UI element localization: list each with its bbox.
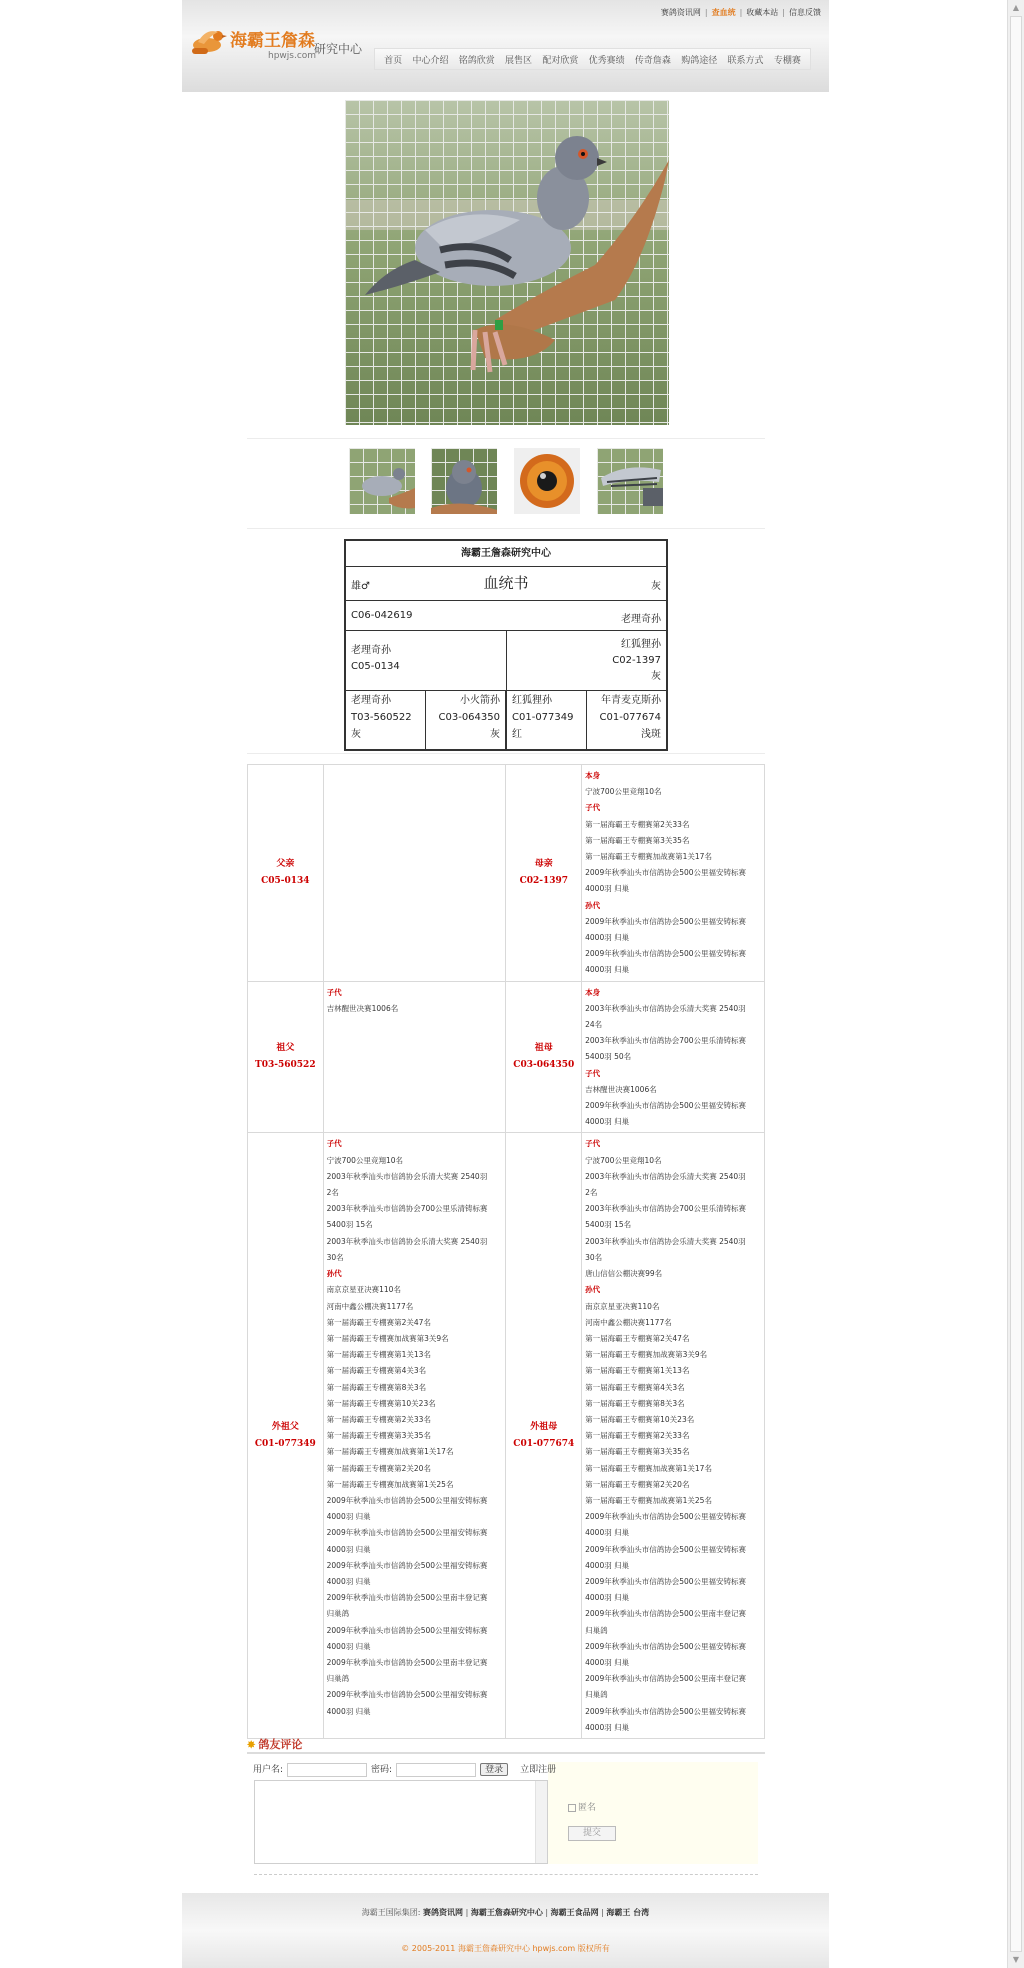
record-item: 2009年秋季汕头市信鸽协会500公里福安铸标赛: [326, 1528, 488, 1538]
logo-suffix-text: 研究中心: [314, 42, 363, 56]
record-item: 4000羽 归巢: [585, 1593, 630, 1603]
record-item: 吉林醒世决赛1006名: [326, 1003, 399, 1013]
site-footer: [182, 1893, 829, 1968]
pedigree-subject-row: [346, 601, 666, 631]
record-item: 第一届海霸王专棚赛第8关3名: [585, 1398, 685, 1408]
right-records-cell: [582, 981, 765, 1133]
main-nav: [374, 48, 811, 70]
record-item: 2009年秋季汕头市信鸽协会500公里福安铸标赛: [585, 1576, 747, 1586]
thumbnail-wing[interactable]: [597, 448, 663, 514]
record-item: 4000羽 归巢: [585, 933, 630, 943]
comments-title-text: 鸽友评论: [258, 1738, 303, 1751]
record-item: 第一届海霸王专棚赛第4关3名: [326, 1366, 427, 1376]
pedigree-ring: C06-042619: [351, 610, 413, 621]
record-item: 2名: [326, 1188, 339, 1198]
ancestor-ring: C01-077674: [513, 1438, 575, 1449]
nav-item-about[interactable]: 中心介绍: [412, 55, 449, 66]
record-item: 2名: [585, 1188, 598, 1198]
logo-domain-text: hpwjs.com: [268, 51, 317, 61]
record-item: 第一届海霸王专棚赛第1关13名: [585, 1366, 690, 1376]
record-item: 第一届海霸王专棚赛第3关35名: [585, 835, 690, 845]
ancestor-relation: 母亲: [534, 858, 553, 869]
pigeon-main-photo: [345, 100, 669, 425]
record-item: 第一届海霸王专棚赛第2关33名: [585, 819, 690, 829]
right-records-cell: [582, 765, 765, 982]
pedigree-sire-cell: [346, 631, 507, 690]
nav-item-legend[interactable]: 传奇詹森: [634, 55, 671, 66]
record-item: 吉林醒世决赛1006名: [585, 1084, 657, 1094]
nav-item-contact[interactable]: 联系方式: [727, 55, 764, 66]
footer-copyright: © 2005-2011 海霸王詹森研究中心 hpwjs.com 版权所有: [401, 1944, 610, 1953]
login-button[interactable]: 登录: [480, 1763, 508, 1776]
record-item: 4000羽 归巢: [585, 1560, 630, 1570]
pedigree-parents-row: [346, 631, 666, 691]
dd-name: 年青麦克斯孙: [601, 695, 661, 706]
record-item: 2003年秋季汕头市信鸽协会乐清大奖赛 2540羽: [326, 1171, 488, 1181]
record-item: 第一届海霸王专棚赛加战赛第1关17名: [326, 1447, 454, 1457]
username-label: 用户名:: [253, 1765, 284, 1775]
record-item: 第一届海霸王专棚赛加战赛第1关17名: [585, 1463, 712, 1473]
comment-textarea[interactable]: [254, 1780, 548, 1864]
scroll-thumb[interactable]: [1010, 16, 1022, 1952]
pedigree-dam-cell: [507, 631, 667, 690]
left-ancestor-cell: [248, 981, 324, 1133]
record-item: 2009年秋季汕头市信鸽协会500公里南丰登记赛: [326, 1593, 488, 1603]
footer-link-food[interactable]: 海霸王食品网: [550, 1908, 599, 1917]
record-heading: 本身: [585, 771, 601, 780]
pedigree-grandparents-row: [346, 691, 666, 749]
username-input[interactable]: [287, 1763, 367, 1777]
record-item: 第一届海霸王专棚赛第2关33名: [326, 1414, 431, 1424]
sd-color: 灰: [490, 729, 500, 740]
record-heading: 本身: [585, 987, 601, 997]
site-logo[interactable]: [190, 22, 363, 66]
pigeon-logo-icon: [190, 26, 228, 56]
ancestor-relation: 外祖父: [271, 1421, 299, 1432]
record-heading: 子代: [326, 1139, 342, 1149]
ss-name: 老理奇孙: [351, 695, 391, 706]
footer-group-label: 海霸王国际集团:: [361, 1908, 421, 1917]
record-item: 唐山信信公棚决赛99名: [585, 1269, 663, 1279]
record-item: 24名: [585, 1020, 603, 1030]
ss-ring: T03-560522: [351, 712, 412, 723]
record-item: 第一届海霸王专棚赛第8关3名: [326, 1382, 427, 1392]
ss-color: 灰: [351, 729, 361, 740]
record-item: 第一届海霸王专棚赛第3关35名: [326, 1431, 431, 1441]
record-item: 4000羽 归巢: [585, 1528, 630, 1538]
record-item: 第一届海霸王专棚赛第2关20名: [326, 1463, 431, 1473]
record-item: 2009年秋季汕头市信鸽协会500公里福安铸标赛: [585, 868, 747, 878]
nav-item-pairs[interactable]: 配对欣赏: [542, 55, 579, 66]
password-input[interactable]: [396, 1763, 476, 1777]
record-item: 第一届海霸王专棚赛第10关23名: [326, 1398, 436, 1408]
register-link[interactable]: 立即注册: [520, 1765, 557, 1775]
dam-ring: C02-1397: [612, 655, 661, 666]
performance-row: [248, 765, 765, 982]
footer-links: 海霸王国际集团: 赛鸽资讯网 | 海霸王詹森研究中心 | 海霸王食品网 | 海霸王 台湾: [361, 1908, 650, 1917]
record-item: 2003年秋季汕头市信鸽协会700公里乐清铸标赛: [585, 1204, 747, 1214]
record-item: 2009年秋季汕头市信鸽协会500公里福安铸标赛: [326, 1690, 488, 1700]
top-link-feedback[interactable]: 信息反馈: [789, 8, 821, 17]
nav-item-results[interactable]: 优秀赛绩: [588, 55, 625, 66]
thumbnail-strip: [347, 448, 667, 514]
record-item: 第一届海霸王专棚赛第2关20名: [585, 1479, 690, 1489]
left-ancestor-cell: [248, 765, 324, 982]
record-item: 30名: [585, 1252, 603, 1262]
record-heading: 孙代: [585, 900, 601, 910]
top-link-bookmark[interactable]: 收藏本站: [746, 8, 779, 17]
thumbnail-head[interactable]: [431, 448, 497, 514]
divider: [247, 528, 765, 529]
top-links: [661, 7, 821, 18]
anonymous-checkbox[interactable]: [568, 1804, 576, 1812]
left-records-cell: [323, 981, 506, 1133]
record-item: 2009年秋季汕头市信鸽协会500公里福安铸标赛: [585, 1641, 747, 1651]
textarea-scrollbar[interactable]: [535, 1781, 547, 1863]
record-item: 4000羽 归巢: [585, 1722, 630, 1732]
record-item: 2003年秋季汕头市信鸽协会乐清大奖赛 2540羽: [585, 1003, 746, 1013]
anonymous-label: 匿名: [578, 1803, 597, 1813]
record-item: 第一届海霸王专棚赛第2关47名: [326, 1317, 431, 1327]
record-item: 归巢鸽: [326, 1674, 350, 1684]
record-item: 第一届海霸王专棚赛加战赛第1关25名: [585, 1495, 712, 1505]
record-item: 2003年秋季汕头市信鸽协会乐清大奖赛 2540羽: [585, 1236, 746, 1246]
record-item: 第一届海霸王专棚赛加战赛第1关25名: [326, 1479, 454, 1489]
record-item: 2009年秋季汕头市信鸽协会500公里南丰登记赛: [326, 1657, 488, 1667]
record-heading: 孙代: [326, 1269, 342, 1279]
ancestor-ring: C02-1397: [519, 875, 569, 886]
left-ancestor-cell: [248, 1133, 324, 1739]
record-item: 4000羽 归巢: [585, 1657, 630, 1667]
record-item: 第一届海霸王专棚赛第1关13名: [326, 1350, 431, 1360]
divider: |: [782, 8, 785, 17]
record-item: 2009年秋季汕头市信鸽协会500公里福安铸标赛: [326, 1560, 488, 1570]
record-item: 南京京星亚决赛110名: [326, 1285, 401, 1295]
divider: [247, 438, 765, 439]
record-heading: 子代: [585, 1068, 601, 1078]
record-item: 4000羽 归巢: [585, 965, 630, 975]
dd-ring: C01-077674: [599, 712, 661, 723]
record-item: 南京京星亚决赛110名: [585, 1301, 660, 1311]
comments-title: [247, 1736, 302, 1752]
dam-name: 红狐狸孙: [621, 639, 661, 650]
nav-item-loft-race[interactable]: 专棚赛: [773, 55, 801, 66]
ancestor-relation: 祖母: [534, 1043, 553, 1054]
record-item: 4000羽 归巢: [326, 1706, 371, 1716]
ancestor-ring: T03-560522: [255, 1060, 316, 1071]
sire-ring: C05-0134: [351, 661, 400, 672]
page-scrollbar[interactable]: [1007, 0, 1024, 1968]
record-item: 第一届海霸王专棚赛加战赛第1关17名: [585, 852, 712, 862]
record-item: 第一届海霸王专棚赛第3关35名: [585, 1447, 690, 1457]
record-item: 5400羽 15名: [326, 1220, 373, 1230]
performance-row: [248, 1133, 765, 1739]
divider: [247, 1752, 765, 1754]
performance-row: [248, 981, 765, 1133]
record-item: 2009年秋季汕头市信鸽协会500公里福安铸标赛: [326, 1495, 488, 1505]
left-records-cell: [323, 765, 506, 982]
record-item: 5400羽 50名: [585, 1052, 632, 1062]
top-link-news[interactable]: 赛鸽资讯网: [660, 8, 701, 17]
pedigree-heading: 血统书: [483, 574, 529, 592]
record-item: 归巢鸽: [585, 1625, 608, 1635]
ancestor-ring: C05-0134: [261, 875, 310, 886]
record-heading: 孙代: [585, 1285, 601, 1295]
ancestor-ring: C01-077349: [254, 1438, 316, 1449]
record-heading: 子代: [326, 987, 342, 997]
right-ancestor-cell: [506, 765, 582, 982]
footer-link-news[interactable]: 赛鸽资讯网: [423, 1908, 464, 1917]
ds-ring: C01-077349: [512, 712, 574, 723]
performance-table: [247, 764, 765, 1739]
record-item: 第一届海霸王专棚赛第4关3名: [585, 1382, 685, 1392]
record-heading: 子代: [585, 1139, 601, 1149]
record-item: 2009年秋季汕头市信鸽协会500公里南丰登记赛: [585, 1674, 747, 1684]
pedigree-sex: 雄♂: [351, 581, 370, 592]
divider: [247, 753, 765, 754]
login-row: [253, 1762, 556, 1777]
record-item: 5400羽 15名: [585, 1220, 632, 1230]
record-item: 2009年秋季汕头市信鸽协会500公里南丰登记赛: [585, 1609, 747, 1619]
footer-link-taiwan[interactable]: 海霸王 台湾: [606, 1908, 650, 1917]
record-item: 第一届海霸王专棚赛第10关23名: [585, 1414, 695, 1424]
ancestor-relation: 父亲: [276, 858, 295, 869]
comment-options-panel: [548, 1762, 758, 1864]
footer-link-research[interactable]: 海霸王詹森研究中心: [470, 1908, 543, 1917]
record-item: 4000羽 归巢: [585, 1117, 630, 1127]
record-item: 2009年秋季汕头市信鸽协会500公里福安铸标赛: [585, 916, 747, 926]
right-ancestor-cell: [506, 1133, 582, 1739]
record-item: 2009年秋季汕头市信鸽协会500公里福安铸标赛: [326, 1625, 488, 1635]
record-item: 宁波700公里竞翔10名: [326, 1155, 403, 1165]
divider: |: [739, 8, 743, 17]
ancestor-relation: 祖父: [276, 1043, 295, 1054]
nav-item-buy[interactable]: 购鸽途径: [681, 55, 718, 66]
record-item: 第一届海霸王专棚赛第2关47名: [585, 1333, 690, 1343]
pedigree-color: 灰: [651, 581, 661, 592]
ancestor-relation: 外祖母: [530, 1421, 558, 1432]
ancestor-ring: C03-064350: [513, 1060, 575, 1071]
submit-button[interactable]: 提交: [568, 1826, 616, 1841]
thumbnail-side-view[interactable]: [349, 448, 415, 514]
top-link-pedigree[interactable]: 查血统: [711, 8, 736, 17]
left-records-cell: [323, 1133, 506, 1739]
logo-brand-text: 海霸王詹森: [230, 31, 315, 51]
ds-color: 红: [512, 729, 522, 740]
record-item: 宁波700公里竞翔10名: [585, 1155, 662, 1165]
sd-name: 小火箭孙: [460, 695, 500, 706]
dd-color: 浅斑: [641, 729, 661, 740]
site-header: [182, 0, 829, 92]
ds-name: 红狐狸孙: [512, 695, 552, 706]
dam-color: 灰: [651, 671, 661, 682]
record-item: 2009年秋季汕头市信鸽协会500公里福安铸标赛: [585, 1101, 747, 1111]
pedigree-certificate: [344, 539, 668, 751]
record-item: 归巢鸽: [585, 1690, 608, 1700]
record-item: 2003年秋季汕头市信鸽协会700公里乐清铸标赛: [326, 1204, 488, 1214]
record-item: 2003年秋季汕头市信鸽协会乐清大奖赛 2540羽: [326, 1236, 488, 1246]
record-item: 宁波700公里竞翔10名: [585, 787, 662, 797]
record-item: 第一届海霸王专棚赛加战赛第3关9名: [585, 1350, 708, 1360]
right-records-cell: [582, 1133, 765, 1739]
pedigree-name: 老理奇孙: [621, 614, 661, 625]
divider: |: [704, 8, 708, 17]
record-item: 4000羽 归巢: [585, 884, 630, 894]
thumbnail-eye[interactable]: [514, 448, 580, 514]
nav-item-famous[interactable]: 铭鸽欣赏: [458, 55, 495, 66]
right-ancestor-cell: [506, 981, 582, 1133]
record-item: 第一届海霸王专棚赛加战赛第3关9名: [326, 1333, 449, 1343]
pedigree-title: 海霸王詹森研究中心: [346, 541, 666, 567]
record-item: 2009年秋季汕头市信鸽协会500公里福安铸标赛: [585, 1512, 747, 1522]
divider: [254, 1874, 758, 1875]
record-item: 归巢鸽: [326, 1609, 350, 1619]
record-heading: 子代: [585, 803, 601, 813]
record-item: 2003年秋季汕头市信鸽协会乐清大奖赛 2540羽: [585, 1171, 746, 1181]
record-item: 4000羽 归巢: [326, 1512, 371, 1522]
pedigree-ss-cell: [346, 691, 426, 749]
pedigree-sd-cell: [426, 691, 507, 749]
record-item: 河南中鑫公棚决赛1177名: [585, 1317, 672, 1327]
pedigree-heading-row: [346, 567, 666, 601]
scroll-up-arrow-icon[interactable]: ▲: [1012, 3, 1020, 12]
record-item: 4000羽 归巢: [326, 1641, 371, 1651]
sd-ring: C03-064350: [438, 712, 500, 723]
nav-item-sale[interactable]: 展售区: [505, 55, 533, 66]
record-item: 4000羽 归巢: [326, 1544, 371, 1554]
nav-item-home[interactable]: 首页: [384, 55, 403, 66]
pedigree-ds-cell: [507, 691, 587, 749]
star-icon: ✸: [247, 1740, 256, 1751]
record-item: 2009年秋季汕头市信鸽协会500公里福安铸标赛: [585, 1706, 747, 1716]
record-item: 4000羽 归巢: [326, 1576, 371, 1586]
record-item: 2009年秋季汕头市信鸽协会500公里福安铸标赛: [585, 1544, 747, 1554]
record-item: 河南中鑫公棚决赛1177名: [326, 1301, 414, 1311]
anonymous-option[interactable]: [568, 1800, 596, 1813]
scroll-down-arrow-icon[interactable]: ▼: [1012, 1955, 1020, 1964]
record-item: 2003年秋季汕头市信鸽协会700公里乐清铸标赛: [585, 1036, 747, 1046]
pedigree-dd-cell: [587, 691, 666, 749]
sire-name: 老理奇孙: [351, 645, 391, 656]
record-item: 30名: [326, 1252, 344, 1262]
password-label: 密码:: [371, 1765, 393, 1775]
record-item: 第一届海霸王专棚赛第2关33名: [585, 1431, 690, 1441]
record-item: 2009年秋季汕头市信鸽协会500公里福安铸标赛: [585, 949, 747, 959]
